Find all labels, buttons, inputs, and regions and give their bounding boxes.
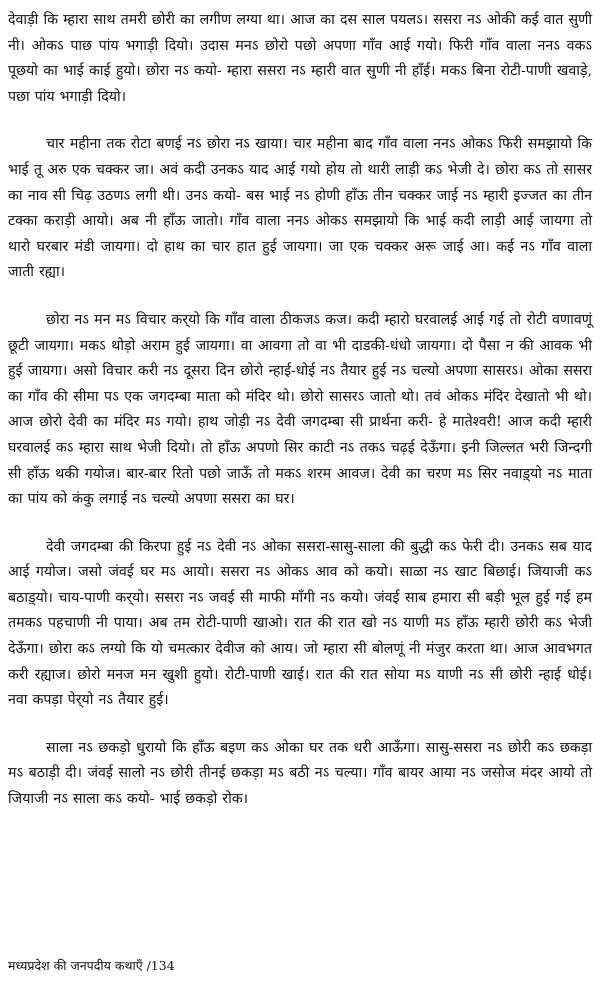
paragraph-5: साला नऽ छकड़ो धुरायो कि हाँऊ बइण कऽ ओका घर तक धरी आऊँगा। सासु-ससरा नऽ छोरी कऽ छकड़ा मऽ बठाड़ी दी। जंवई सालो नऽ छोरी तीनई छकड़ा मऽ बठी नऽ चल्या। गाँव बायर आया नऽ जसोज मंदर आयो तो जियाजी नऽ साला कऽ कयो- भाई छकड़ो रोक। [8,739,592,808]
paragraph-1: देवाड़ी कि म्हारा साथ तमरी छोरी का लगीण लग्या था। आज का दस साल पयलऽ। ससरा नऽ ओकी कई वात सुणी नी। ओकऽ पाछ पांय भगाड़ी दियो। उदास मनऽ छोरो पछो अपणा गाँव आई गयो। फिरी गाँव वाला ननऽ वकऽ पूछयो का भाई काई हुयो। छोरा नऽ कयो- म्हारा ससरा नऽ म्हारी वात सुणी नी हाँई। मकऽ बिना रोटी-पाणी खवाड़े, पछा पांय भगाड़ी दियो। [8,12,592,105]
paragraph-2: चार महीना तक रोटा बणई नऽ छोरा नऽ खाया। चार महीना बाद गाँव वाला ननऽ ओकऽ फिरी समझायो कि भाई तू अरु एक चक्कर जा। अवं कदी उनकऽ याद आई गयो होय तो थारी लाड़ी कऽ भेजी दे। छोरा कऽ तो सासर का नाव सी चिढ़ उठणऽ लगी थी। उनऽ कयो- बस भाई नऽ होणी हाँऊ तीन चक्कर जाई नऽ म्हारी इज्जत का तीन टक्का कराड़ी आयो। अब नी हाँऊ जातो। गाँव वाला ननऽ ओकऽ समझायो कि भाई कदी लाड़ी आई जायगा तो थारो घरबार मंडी जायगा। दो हाथ का चार हात हुई जायगा। जा एक चक्कर अरू जाई आ। कई नऽ गाँव वाला जाती रह्या। [8,136,592,281]
paragraph-4: देवी जगदम्बा की किरपा हुई नऽ देवी नऽ ओका ससरा-सासु-साला की बुद्धी कऽ फेरी दी। उनकऽ सब याद आई गयोज। जसो जंवई घर मऽ आयो। ससरा नऽ ओकऽ आव को कयो। साळा नऽ खाट बिछाई। जियाजी कऽ बठाड़्यो। चाय-पाणी कर्‌यो। ससरा नऽ जवई सी माफी माँगी नऽ कयो। जंवई साब हमारा सी बड़ी भूल हुई गई हम तमकऽ पहचाणी नी पाया। अब तम रोटी-पाणी खाओ। रात की रात खो नऽ याणी मऽ हाँऊ म्हारी छोरी कऽ भेजी देऊँगा। छोरा कऽ लग्यो कि यो चमत्कार देवीज को आय। जो म्हारा सी बोलणूं नी मंजुर करता था। आज आवभगत करी रह्याज। छोरो मनज मन खुशी हुयो। रोटी-पाणी खाई। रात की रात सोया मऽ याणी नऽ सी छोरी न्हाई धोई। नवा कपड़ा पेर्‌यो नऽ तैयार हुई। [8,538,592,709]
paragraph-3: छोरा नऽ मन मऽ विचार कर्‌यो कि गाँव वाला ठीकजऽ कज। कदी म्हारो घरवालई आई गई तो रोटी वणावणूं छूटी जायगा। मकऽ थोड़ो अराम हुई जायगा। वा आवगा तो वा भी दाडकी-धंधो जायगा। दो पैसा न की आवक भी हुई जायगा। असो विचार करी नऽ दूसरा दिन छोरो न्हाई-धोई नऽ तैयार हुई नऽ चल्यो अपणा सासरऽ। ओका ससरा का गाँव की सीमा पऽ एक जगदम्बा माता को मंदिर थो। छोरो सासरऽ जातो थो। तवं ओकऽ मंदिर देखातो भी थो। आज छोरो देवी का मंदिर मऽ गयो। हाथ जोड़ी नऽ देवी जगदम्बा सी प्रार्थना करी- हे मातेश्वरी! आज कदी म्हारी घरवालई कऽ म्हारा साथ भेजी दियो। तो हाँऊ अपणो सिर काटी नऽ तकऽ चढ़ई देऊँगा। इनी जिल्लत भरी जिन्दगी सी हाँऊ थकी गयोज। बार-बार रितो पछो जाऊँ तो मकऽ शरम आवज। देवी का चरण मऽ सिर नवाड़्यो नऽ माता का पांय को कंकु लगाई नऽ चल्यो अपणा ससरा का घर। [8,311,592,508]
page-footer: मध्यप्रदेश की जनपदीय कथाएँ /134 [8,958,175,973]
